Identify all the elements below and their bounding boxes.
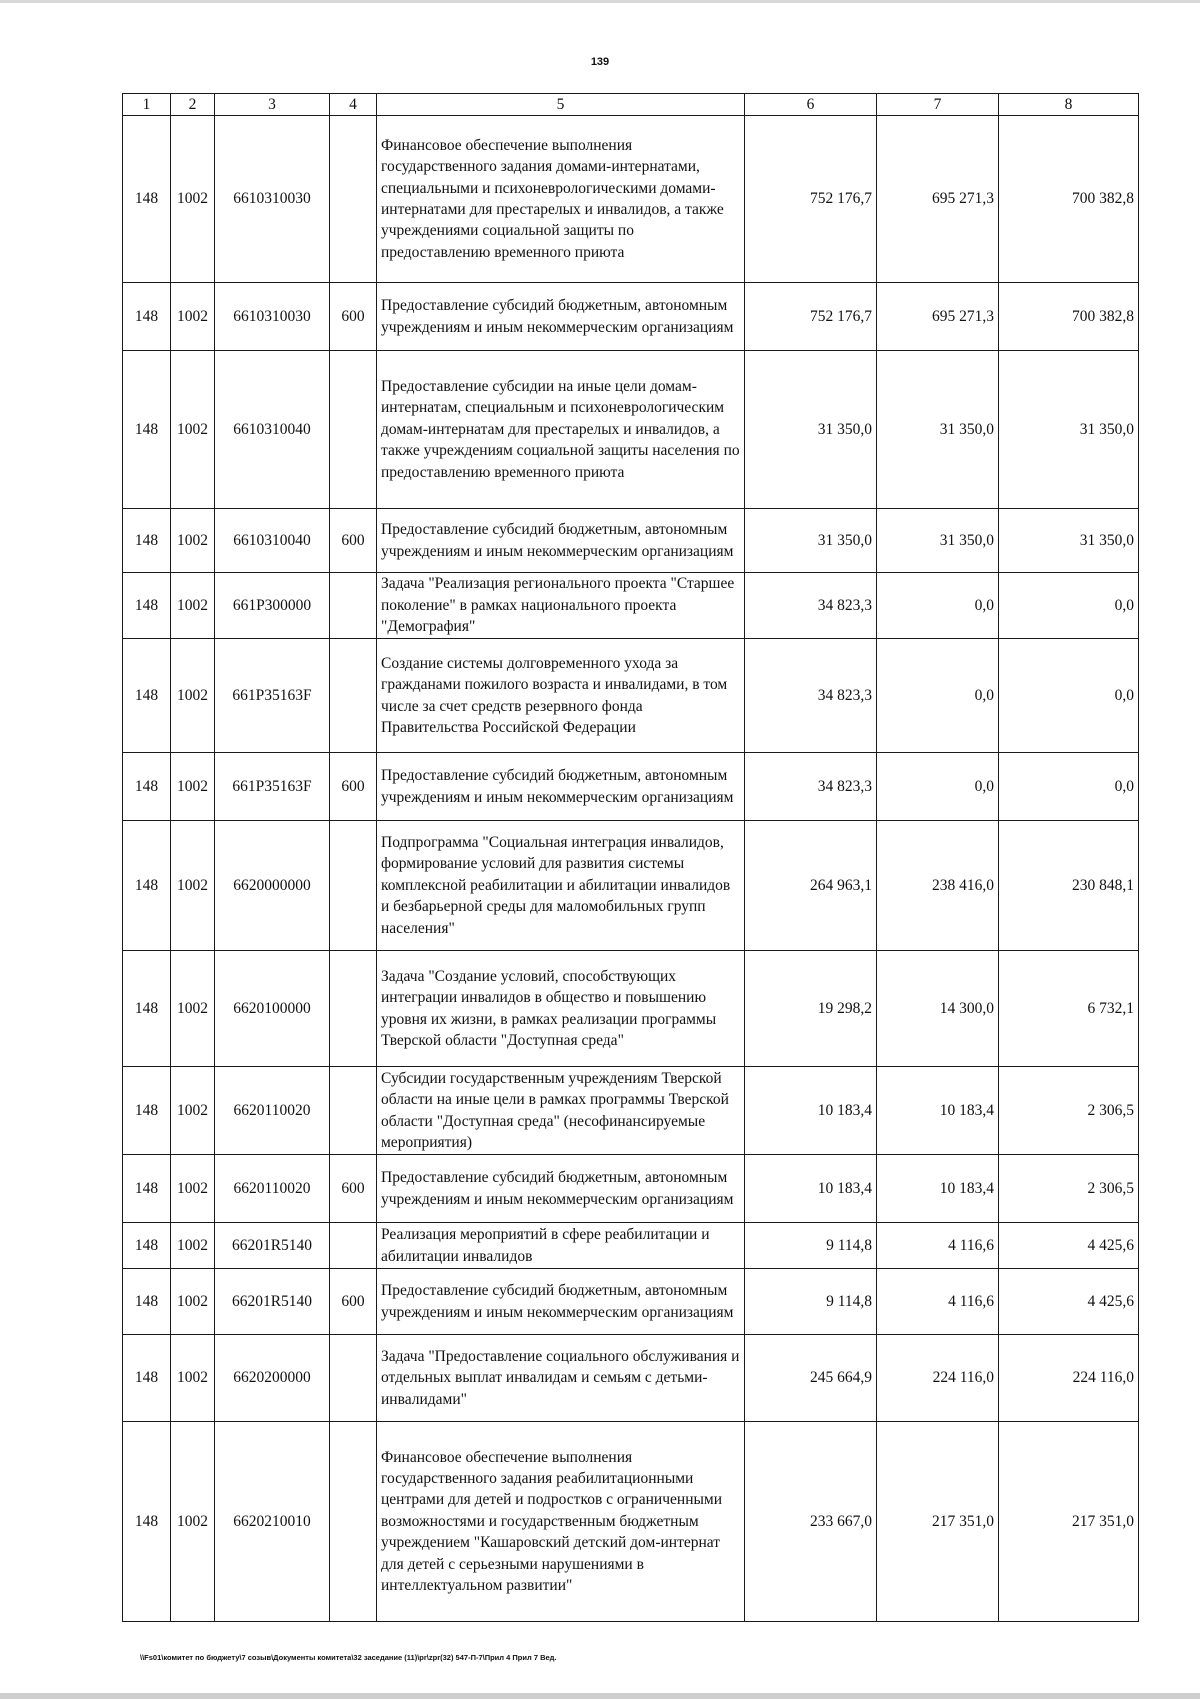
expense-kind-cell bbox=[330, 951, 377, 1067]
value-col7-cell: 4 116,6 bbox=[877, 1269, 999, 1335]
admin-cell: 148 bbox=[123, 821, 171, 951]
header-cell-1: 1 bbox=[123, 94, 171, 116]
target-code-cell: 661Р300000 bbox=[215, 573, 330, 639]
value-col7-cell: 217 351,0 bbox=[877, 1422, 999, 1622]
value-col8-cell: 4 425,6 bbox=[999, 1269, 1139, 1335]
value-col6-cell: 245 664,9 bbox=[745, 1335, 877, 1422]
value-col8-cell: 2 306,5 bbox=[999, 1067, 1139, 1155]
column-number-header bbox=[123, 94, 1139, 116]
expense-kind-cell bbox=[330, 1067, 377, 1155]
section-cell: 1002 bbox=[171, 1422, 215, 1622]
table-row bbox=[123, 639, 1139, 753]
target-code-cell: 6610310040 bbox=[215, 351, 330, 509]
value-col7-cell: 10 183,4 bbox=[877, 1067, 999, 1155]
header-cell-3: 3 bbox=[215, 94, 330, 116]
value-col8-cell: 0,0 bbox=[999, 753, 1139, 821]
header-cell-6: 6 bbox=[745, 94, 877, 116]
table-row bbox=[123, 1223, 1139, 1269]
header-cell-2: 2 bbox=[171, 94, 215, 116]
expense-kind-cell: 600 bbox=[330, 283, 377, 351]
target-code-cell: 6620100000 bbox=[215, 951, 330, 1067]
expense-kind-cell: 600 bbox=[330, 509, 377, 573]
name-cell: Предоставление субсидий бюджетным, автономным учреждениям и иным некоммерческим организациям bbox=[377, 1269, 745, 1335]
section-cell: 1002 bbox=[171, 639, 215, 753]
expense-kind-cell bbox=[330, 1335, 377, 1422]
expense-kind-cell: 600 bbox=[330, 1269, 377, 1335]
target-code-cell: 66201R5140 bbox=[215, 1223, 330, 1269]
value-col6-cell: 233 667,0 bbox=[745, 1422, 877, 1622]
value-col6-cell: 34 823,3 bbox=[745, 639, 877, 753]
expense-kind-cell bbox=[330, 116, 377, 283]
scan-edge-top bbox=[0, 0, 1200, 3]
table-row bbox=[123, 1335, 1139, 1422]
value-col7-cell: 0,0 bbox=[877, 573, 999, 639]
header-cell-5: 5 bbox=[377, 94, 745, 116]
table-row bbox=[123, 283, 1139, 351]
value-col7-cell: 4 116,6 bbox=[877, 1223, 999, 1269]
admin-cell: 148 bbox=[123, 753, 171, 821]
expense-kind-cell: 600 bbox=[330, 753, 377, 821]
admin-cell: 148 bbox=[123, 951, 171, 1067]
table-row bbox=[123, 116, 1139, 283]
value-col7-cell: 14 300,0 bbox=[877, 951, 999, 1067]
section-cell: 1002 bbox=[171, 116, 215, 283]
header-cell-4: 4 bbox=[330, 94, 377, 116]
value-col6-cell: 264 963,1 bbox=[745, 821, 877, 951]
target-code-cell: 661Р35163F bbox=[215, 753, 330, 821]
admin-cell: 148 bbox=[123, 351, 171, 509]
header-cell-7: 7 bbox=[877, 94, 999, 116]
value-col8-cell: 6 732,1 bbox=[999, 951, 1139, 1067]
value-col7-cell: 10 183,4 bbox=[877, 1155, 999, 1223]
target-code-cell: 6610310030 bbox=[215, 116, 330, 283]
table-row bbox=[123, 1155, 1139, 1223]
expense-kind-cell bbox=[330, 1223, 377, 1269]
value-col8-cell: 31 350,0 bbox=[999, 351, 1139, 509]
value-col8-cell: 224 116,0 bbox=[999, 1335, 1139, 1422]
value-col6-cell: 31 350,0 bbox=[745, 351, 877, 509]
section-cell: 1002 bbox=[171, 283, 215, 351]
value-col7-cell: 224 116,0 bbox=[877, 1335, 999, 1422]
target-code-cell: 6620210010 bbox=[215, 1422, 330, 1622]
value-col7-cell: 0,0 bbox=[877, 639, 999, 753]
section-cell: 1002 bbox=[171, 753, 215, 821]
header-row bbox=[123, 94, 1139, 116]
header-cell-8: 8 bbox=[999, 94, 1139, 116]
value-col7-cell: 31 350,0 bbox=[877, 351, 999, 509]
target-code-cell: 6610310030 bbox=[215, 283, 330, 351]
value-col6-cell: 9 114,8 bbox=[745, 1223, 877, 1269]
value-col8-cell: 0,0 bbox=[999, 573, 1139, 639]
budget-table bbox=[122, 93, 1139, 1622]
scan-edge-bottom bbox=[0, 1693, 1200, 1699]
value-col6-cell: 752 176,7 bbox=[745, 283, 877, 351]
target-code-cell: 661Р35163F bbox=[215, 639, 330, 753]
value-col7-cell: 0,0 bbox=[877, 753, 999, 821]
admin-cell: 148 bbox=[123, 509, 171, 573]
value-col6-cell: 34 823,3 bbox=[745, 753, 877, 821]
expense-kind-cell bbox=[330, 573, 377, 639]
expense-kind-cell bbox=[330, 1422, 377, 1622]
target-code-cell: 66201R5140 bbox=[215, 1269, 330, 1335]
value-col6-cell: 10 183,4 bbox=[745, 1155, 877, 1223]
name-cell: Предоставление субсидий бюджетным, автономным учреждениям и иным некоммерческим организациям bbox=[377, 509, 745, 573]
admin-cell: 148 bbox=[123, 639, 171, 753]
target-code-cell: 6610310040 bbox=[215, 509, 330, 573]
admin-cell: 148 bbox=[123, 116, 171, 283]
value-col7-cell: 695 271,3 bbox=[877, 283, 999, 351]
footer-file-path: \\Fs01\комитет по бюджету\7 созыв\Документы комитета\32 заседание (11)\pr\zpr(32) 547-П-7\Прил 4 Прил 7 Вед. bbox=[140, 1653, 557, 1662]
value-col6-cell: 10 183,4 bbox=[745, 1067, 877, 1155]
target-code-cell: 6620110020 bbox=[215, 1155, 330, 1223]
section-cell: 1002 bbox=[171, 509, 215, 573]
section-cell: 1002 bbox=[171, 821, 215, 951]
value-col8-cell: 2 306,5 bbox=[999, 1155, 1139, 1223]
value-col8-cell: 230 848,1 bbox=[999, 821, 1139, 951]
name-cell: Субсидии государственным учреждениям Тверской области на иные цели в рамках программы Тверской области "Доступная среда" (несофинансируемые мероприятия) bbox=[377, 1067, 745, 1155]
section-cell: 1002 bbox=[171, 1335, 215, 1422]
table-row bbox=[123, 821, 1139, 951]
name-cell: Финансовое обеспечение выполнения государственного задания реабилитационными центрами для детей и подростков с ограниченными возможностями и государственным бюджетным учреждением "Кашаровский детский дом-интернат для детей с серьезными нарушениями в интеллектуальном развитии" bbox=[377, 1422, 745, 1622]
name-cell: Реализация мероприятий в сфере реабилитации и абилитации инвалидов bbox=[377, 1223, 745, 1269]
expense-kind-cell bbox=[330, 821, 377, 951]
expense-kind-cell: 600 bbox=[330, 1155, 377, 1223]
admin-cell: 148 bbox=[123, 1155, 171, 1223]
name-cell: Задача "Реализация регионального проекта "Старшее поколение" в рамках национального проекта "Демография" bbox=[377, 573, 745, 639]
name-cell: Предоставление субсидий бюджетным, автономным учреждениям и иным некоммерческим организациям bbox=[377, 283, 745, 351]
name-cell: Создание системы долговременного ухода за гражданами пожилого возраста и инвалидами, в том числе за счет средств резервного фонда Правительства Российской Федерации bbox=[377, 639, 745, 753]
table-row bbox=[123, 573, 1139, 639]
value-col8-cell: 0,0 bbox=[999, 639, 1139, 753]
value-col6-cell: 19 298,2 bbox=[745, 951, 877, 1067]
table-row bbox=[123, 509, 1139, 573]
value-col8-cell: 217 351,0 bbox=[999, 1422, 1139, 1622]
value-col6-cell: 9 114,8 bbox=[745, 1269, 877, 1335]
table-row bbox=[123, 1422, 1139, 1622]
admin-cell: 148 bbox=[123, 1422, 171, 1622]
table-row bbox=[123, 351, 1139, 509]
name-cell: Задача "Создание условий, способствующих интеграции инвалидов в общество и повышению уровня их жизни, в рамках реализации программы Тверской области "Доступная среда" bbox=[377, 951, 745, 1067]
section-cell: 1002 bbox=[171, 573, 215, 639]
table-body bbox=[123, 116, 1139, 1622]
value-col8-cell: 700 382,8 bbox=[999, 283, 1139, 351]
name-cell: Предоставление субсидий бюджетным, автономным учреждениям и иным некоммерческим организациям bbox=[377, 753, 745, 821]
name-cell: Подпрограмма "Социальная интеграция инвалидов, формирование условий для развития системы комплексной реабилитации и абилитации инвалидов и безбарьерной среды для маломобильных групп населения" bbox=[377, 821, 745, 951]
section-cell: 1002 bbox=[171, 351, 215, 509]
admin-cell: 148 bbox=[123, 573, 171, 639]
value-col8-cell: 31 350,0 bbox=[999, 509, 1139, 573]
value-col8-cell: 4 425,6 bbox=[999, 1223, 1139, 1269]
admin-cell: 148 bbox=[123, 283, 171, 351]
table-row bbox=[123, 1269, 1139, 1335]
name-cell: Предоставление субсидий бюджетным, автономным учреждениям и иным некоммерческим организациям bbox=[377, 1155, 745, 1223]
value-col7-cell: 238 416,0 bbox=[877, 821, 999, 951]
section-cell: 1002 bbox=[171, 1269, 215, 1335]
admin-cell: 148 bbox=[123, 1223, 171, 1269]
section-cell: 1002 bbox=[171, 1155, 215, 1223]
expense-kind-cell bbox=[330, 351, 377, 509]
section-cell: 1002 bbox=[171, 1223, 215, 1269]
section-cell: 1002 bbox=[171, 951, 215, 1067]
value-col6-cell: 34 823,3 bbox=[745, 573, 877, 639]
name-cell: Финансовое обеспечение выполнения государственного задания домами-интернатами, специальными и психоневрологическими домами-интернатами для престарелых и инвалидов, а также учреждениями социальной защиты по предоставлению временного приюта bbox=[377, 116, 745, 283]
admin-cell: 148 bbox=[123, 1067, 171, 1155]
name-cell: Предоставление субсидии на иные цели домам-интернатам, специальным и психоневрологическим домам-интернатам для престарелых и инвалидов, а также учреждениям социальной защиты населения по предоставлению временного приюта bbox=[377, 351, 745, 509]
value-col7-cell: 695 271,3 bbox=[877, 116, 999, 283]
value-col7-cell: 31 350,0 bbox=[877, 509, 999, 573]
target-code-cell: 6620110020 bbox=[215, 1067, 330, 1155]
section-cell: 1002 bbox=[171, 1067, 215, 1155]
page-number: 139 bbox=[590, 56, 610, 68]
name-cell: Задача "Предоставление социального обслуживания и отдельных выплат инвалидам и семьям с детьми-инвалидами" bbox=[377, 1335, 745, 1422]
expense-kind-cell bbox=[330, 639, 377, 753]
table-row bbox=[123, 753, 1139, 821]
admin-cell: 148 bbox=[123, 1335, 171, 1422]
table-row bbox=[123, 951, 1139, 1067]
value-col8-cell: 700 382,8 bbox=[999, 116, 1139, 283]
value-col6-cell: 31 350,0 bbox=[745, 509, 877, 573]
admin-cell: 148 bbox=[123, 1269, 171, 1335]
target-code-cell: 6620200000 bbox=[215, 1335, 330, 1422]
table-row bbox=[123, 1067, 1139, 1155]
value-col6-cell: 752 176,7 bbox=[745, 116, 877, 283]
target-code-cell: 6620000000 bbox=[215, 821, 330, 951]
